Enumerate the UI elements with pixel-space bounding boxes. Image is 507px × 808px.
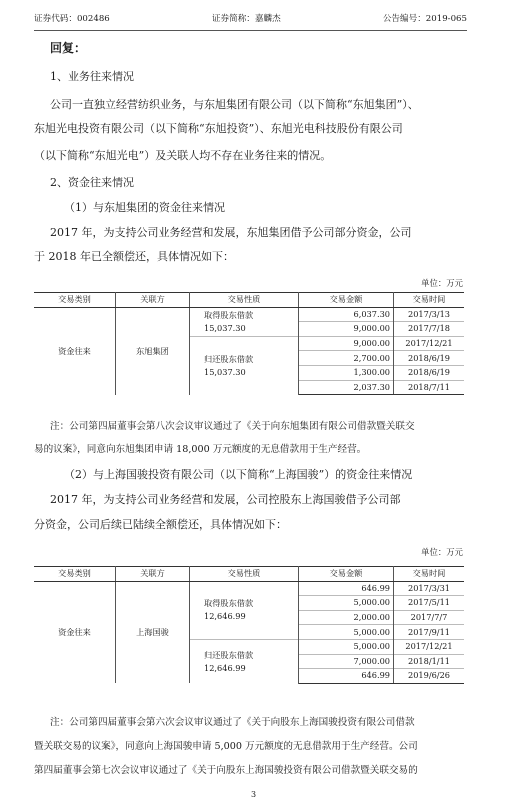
amount-cell: 2,700.00 — [299, 351, 394, 366]
amount-cell: 9,000.00 — [299, 336, 394, 351]
date-cell: 2017/12/21 — [394, 639, 465, 654]
col-header: 交易金额 — [299, 293, 394, 308]
party-cell: 上海国骏 — [116, 581, 190, 683]
dongxu-funds-table — [34, 292, 464, 395]
sub2-line: 2017 年，为支持公司业务经营和发展，公司控股东上海国骏借予公司部 — [50, 493, 401, 506]
table-header-row — [34, 293, 464, 308]
nature-cell — [190, 336, 299, 394]
col-header: 交易类别 — [34, 567, 116, 582]
sub2-heading: （2）与上海国骏投资有限公司（以下简称“上海国骏”）的资金往来情况 — [64, 468, 413, 481]
nature-label: 取得股东借款 — [204, 598, 254, 609]
category-cell: 资金往来 — [34, 307, 116, 395]
date-cell: 2019/6/26 — [394, 669, 465, 684]
sub2-note: 注：公司第四届董事会第六次会议审议通过了《关于向股东上海国骏投资有限公司借款 — [50, 717, 415, 728]
nature-total: 15,037.30 — [204, 322, 246, 333]
table-header-row — [34, 567, 464, 582]
sub1-line: 于 2018 年已全额偿还，具体情况如下： — [34, 250, 234, 263]
nature-cell — [190, 307, 299, 336]
amount-cell: 5,000.00 — [299, 639, 394, 654]
col-header: 交易时间 — [394, 293, 465, 308]
amount-cell: 9,000.00 — [299, 322, 394, 337]
amount-cell: 6,037.30 — [299, 307, 394, 322]
col-header: 交易性质 — [190, 567, 299, 582]
unit-label: 单位：万元 — [421, 547, 463, 557]
date-cell: 2017/3/13 — [394, 307, 465, 322]
date-cell: 2017/7/18 — [394, 322, 465, 337]
section1-line: 东旭光电投资有限公司（以下简称“东旭投资”）、东旭光电科技股份有限公司 — [34, 122, 403, 135]
sub2-note: 暨关联交易的议案》，同意向上海国骏申请 5,000 万元额度的无息借款用于生产经营。公司 — [34, 741, 418, 752]
nature-cell — [190, 639, 299, 683]
amount-cell: 2,037.30 — [299, 380, 394, 395]
reply-title: 回复： — [50, 41, 87, 55]
nature-label: 归还股东借款 — [204, 353, 254, 364]
nature-total: 12,646.99 — [204, 611, 246, 622]
section1-heading: 1、业务往来情况 — [50, 70, 134, 83]
date-cell: 2017/12/21 — [394, 336, 465, 351]
date-cell: 2018/6/19 — [394, 351, 465, 366]
amount-cell: 2,000.00 — [299, 610, 394, 625]
stock-name: 证券简称：嘉麟杰 — [211, 14, 281, 24]
nature-label: 取得股东借款 — [204, 309, 254, 320]
date-cell: 2018/6/19 — [394, 365, 465, 380]
header-divider — [34, 30, 467, 31]
table-row — [34, 581, 464, 596]
nature-cell — [190, 581, 299, 639]
nature-label: 归还股东借款 — [204, 649, 254, 660]
amount-cell: 5,000.00 — [299, 625, 394, 640]
nature-total: 15,037.30 — [204, 366, 246, 377]
date-cell: 2017/7/7 — [394, 610, 465, 625]
stock-code: 证券代码：002486 — [34, 14, 110, 24]
table-row — [34, 307, 464, 322]
section1-line: 公司一直独立经营纺织业务，与东旭集团有限公司（以下简称“东旭集团”）、 — [50, 98, 419, 111]
col-header: 交易类别 — [34, 293, 116, 308]
section2-heading: 2、资金往来情况 — [50, 176, 134, 189]
announcement-number: 公告编号：2019-065 — [382, 14, 467, 24]
date-cell: 2017/9/11 — [394, 625, 465, 640]
amount-cell: 5,000.00 — [299, 596, 394, 611]
party-cell: 东旭集团 — [116, 307, 190, 395]
amount-cell: 646.99 — [299, 581, 394, 596]
nature-total: 12,646.99 — [204, 662, 246, 673]
col-header: 交易金额 — [299, 567, 394, 582]
col-header: 关联方 — [116, 567, 190, 582]
section1-line: （以下简称“东旭光电”）及关联人均不存在业务往来的情况。 — [34, 149, 332, 162]
sub1-heading: （1）与东旭集团的资金往来情况 — [64, 201, 225, 214]
sub2-note: 第四届董事会第七次会议审议通过了《关于向股东上海国骏投资有限公司借款暨关联交易的 — [34, 765, 418, 776]
col-header: 交易性质 — [190, 293, 299, 308]
amount-cell: 7,000.00 — [299, 654, 394, 669]
page-header — [34, 11, 467, 25]
sub2-line: 分资金，公司后续已陆续全额偿还，具体情况如下： — [34, 518, 287, 531]
amount-cell: 1,300.00 — [299, 365, 394, 380]
sub1-line: 2017 年，为支持公司业务经营和发展，东旭集团借予公司部分资金，公司 — [50, 226, 412, 239]
sub1-note: 注：公司第四届董事会第八次会议审议通过了《关于向东旭集团有限公司借款暨关联交 — [50, 421, 415, 432]
col-header: 关联方 — [116, 293, 190, 308]
date-cell: 2018/7/11 — [394, 380, 465, 395]
sub1-note: 易的议案》，同意向东旭集团申请 18,000 万元额度的无息借款用于生产经营。 — [34, 444, 367, 455]
amount-cell: 646.99 — [299, 669, 394, 684]
unit-label: 单位：万元 — [421, 278, 463, 288]
page-number: 3 — [250, 790, 257, 799]
category-cell: 资金往来 — [34, 581, 116, 683]
guojun-funds-table — [34, 566, 464, 684]
col-header: 交易时间 — [394, 567, 465, 582]
date-cell: 2018/1/11 — [394, 654, 465, 669]
date-cell: 2017/3/31 — [394, 581, 465, 596]
date-cell: 2017/5/11 — [394, 596, 465, 611]
